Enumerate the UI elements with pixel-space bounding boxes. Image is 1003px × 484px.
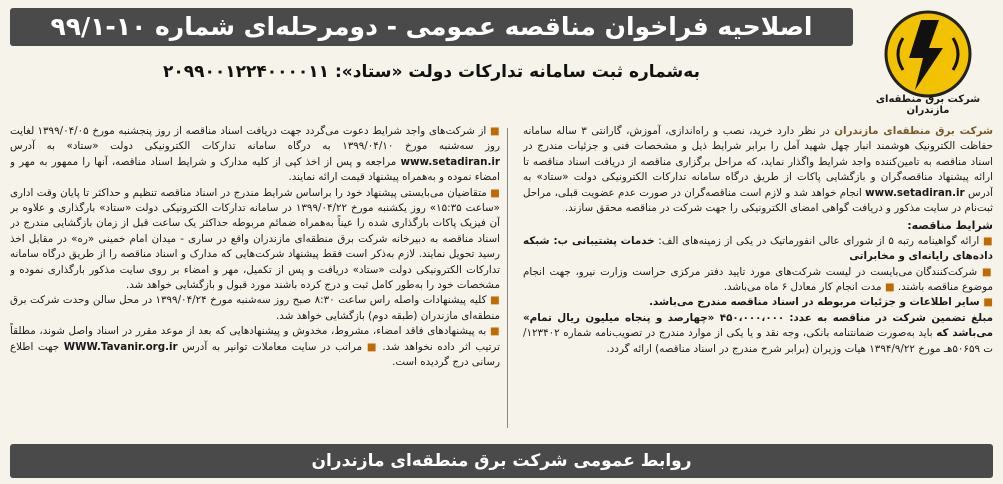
guarantee-amount: ۴۵۰،۰۰۰،۰۰۰ «چهارصد و پنجاه میلیون ریال تمام» می‌باشد که: [523, 311, 993, 340]
number-badge-icon: ■: [490, 294, 500, 307]
number-badge-icon: ■: [489, 125, 500, 137]
intro-text-2: انجام خواهد شد و لازم است مناقصه‌گران در صورت عدم عضویت قبلی، مراحل ثبت‌نام در سایت مذکور و دریافت گواهی امضای الکترونیکی را جهت شرکت در مناقصه محقق سازند.: [523, 186, 993, 215]
submission-text: متقاضیان می‌بایستی پیشنهاد خود را براساس شرایط مندرج در اسناد مناقصه تنظیم و حداکثر تا پایان وقت اداری «ساعت ۱۵:۳۵» روز یکشنبه مورخ ۱۳۹۹/۰۴/۲۲ در سامانه تدارکات الکترونیکی دولت «ستاد» بارگذاری و علاوه بر آن فیزیک پاکات بارگذاری شده را عیناً به‌همراه ضمائم مربوطه حداکثر یک ساعت قبل از زمان بازگشایی مندرج در اسناد مناقصه به دبیرخانه شرکت برق منطقه‌ای مازندران واقع در ساری - میدان امام خمینی «ره» در مقابل اخذ رسید تحویل نمایند. لازم به‌ذکر است فقط پیشنهاد شرکت‌هایی که مدارک و اسناد مناقصه را از طریق درگاه سامانه تدارکات الکترونیکی دولت «ستاد» دریافت و پس از تکمیل، مهر و امضاء بر روی سایت مذکور بارگذاری نموده و مشخصات خود را به‌طور کامل ثبت و درج کرده باشند مورد قبول و بازگشایی خواهد شد.: [10, 186, 500, 292]
intro-paragraph: [523, 124, 993, 216]
invite-text: از شرکت‌های واجد شرایط دعوت می‌گردد جهت دریافت اسناد مناقصه از روز پنجشنبه مورخ ۱۳۹۹/۰۴/۰۵ لغایت روز سه‌شنبه مورخ ۱۳۹۹/۰۴/۱۰ به درگاه سامانه تدارکات الکترونیکی دولت «ستاد» به آدرس: [10, 125, 500, 153]
tavanir-text: مراتب در سایت معاملات توانیر به آدرس: [182, 340, 363, 353]
intro-org: شرکت برق منطقه‌ای مازندران: [834, 125, 993, 137]
number-badge-icon: ■: [884, 281, 895, 294]
condition-1-label: خدمات پشتیبانی ب: شبکه داده‌های رایانه‌ای و مخابراتی: [523, 234, 993, 263]
lightning-logo-icon: [863, 8, 993, 100]
submission-paragraph: [10, 186, 500, 294]
conditions-heading: شرایط مناقصه:: [907, 219, 993, 233]
number-badge-icon: ■: [981, 265, 993, 278]
notice-title: اصلاحیه فراخوان مناقصه عمومی - دومرحله‌ای شماره ۱۰-۹۹/۱: [10, 8, 853, 46]
company-logo: [863, 8, 993, 116]
invite-paragraph: [10, 124, 500, 186]
notice-footer: روابط عمومی شرکت برق منطقه‌ای مازندران: [10, 444, 993, 478]
invalid-bids-paragraph: [10, 324, 500, 370]
tavanir-text-2: جهت اطلاع رسانی درج گردیده است.: [10, 340, 500, 369]
condition-4-text: سایر اطلاعات و جزئیات مربوطه در اسناد مناقصه مندرج می‌باشد.: [649, 296, 980, 309]
condition-3-text: مدت انجام کار معادل ۶ ماه می‌باشد.: [723, 281, 882, 294]
left-column: [10, 124, 500, 434]
logo-caption: شرکت برق منطقه‌ای مازندران: [875, 94, 981, 116]
condition-2-text: شرکت‌کنندگان می‌بایست در لیست شرکت‌های مورد تایید دفتر مرکزی حراست وزارت نیرو، جهت انجام موضوع مناقصه باشند.: [523, 265, 993, 294]
guarantee-paragraph: [523, 311, 993, 357]
notice-body: [10, 124, 993, 434]
registration-number: به‌شماره ثبت سامانه تدارکات دولت «ستاد»: ۲۰۹۹۰۰۱۲۲۴۰۰۰۰۱۱: [163, 62, 700, 82]
invalid-bids-text: به پیشنهادهای فاقد امضاء، مشروط، مخدوش و پیشنهادهایی که بعد از موعد مقرر در اسناد واصل شوند، مطلقاً ترتیب اثر داده نخواهد شد.: [10, 325, 500, 353]
intro-text: در نظر دارد خرید، نصب و راه‌اندازی، آموزش، گارانتی ۳ ساله سامانه حفاظت الکترونیک هوشمند انبار چهل شهید آمل را برابر شرایط ذیل و مشخصات فنی و جزئیات مندرج در اسناد مناقصه به تامین‌کننده واجد شرایط واگذار نماید، که مراحل برگزاری مناقصه از دریافت اسناد مناقصه تا ارائه پیشنهاد مناقصه‌گران و بازگشایی پاکات از طریق درگاه سامانه تدارکات الکترونیکی دولت «ستاد» به آدرس: [523, 125, 993, 199]
setad-link-2[interactable]: www.setadiran.ir: [400, 155, 500, 168]
condition-4: [523, 295, 993, 310]
invite-text-2: مراجعه و پس از اخذ کپی از کلیه مدارک و شرایط اسناد مناقصه، آنها را ممهور به مهر و امضاء نموده و به‌همراه پیشنهاد قیمت ارائه نمایند.: [10, 155, 500, 184]
condition-2: [523, 265, 993, 296]
setad-link[interactable]: www.setadiran.ir: [865, 186, 965, 199]
number-badge-icon: ■: [366, 340, 378, 353]
condition-1: [523, 234, 993, 265]
number-badge-icon: ■: [983, 296, 993, 309]
condition-1-text: ارائه گواهینامه رتبه ۵ از شورای عالی انفورماتیک در یکی از زمینه‌های الف:: [658, 234, 980, 247]
right-column: [523, 124, 993, 434]
number-badge-icon: ■: [982, 234, 993, 247]
column-divider: [507, 128, 508, 428]
opening-paragraph: [10, 293, 500, 324]
number-badge-icon: ■: [490, 186, 500, 199]
opening-text: کلیه پیشنهادات واصله راس ساعت ۸:۳۰ صبح روز سه‌شنبه مورخ ۱۳۹۹/۰۴/۲۴ در محل سالن وحدت شرکت برق منطقه‌ای مازندران (طبقه دوم) بازگشایی خواهد شد.: [10, 294, 500, 322]
tavanir-link[interactable]: WWW.Tavanir.org.ir: [63, 340, 178, 353]
notice-header: [0, 0, 1003, 118]
guarantee-heading: مبلغ تضمین شرکت در مناقصه به عدد:: [789, 311, 993, 324]
guarantee-text: باید به‌صورت ضمانتنامه بانکی، وجه نقد و یا یکی از موارد مندرج در تصویب‌نامه شماره ۱۲۳۴۰۲/ت ۵۰۶۵۹هـ مورخ ۱۳۹۴/۹/۲۲ هیات وزیران (برابر شرح مندرج در اسناد مناقصه) ارائه گردد.: [523, 327, 993, 355]
number-badge-icon: ■: [489, 325, 500, 338]
